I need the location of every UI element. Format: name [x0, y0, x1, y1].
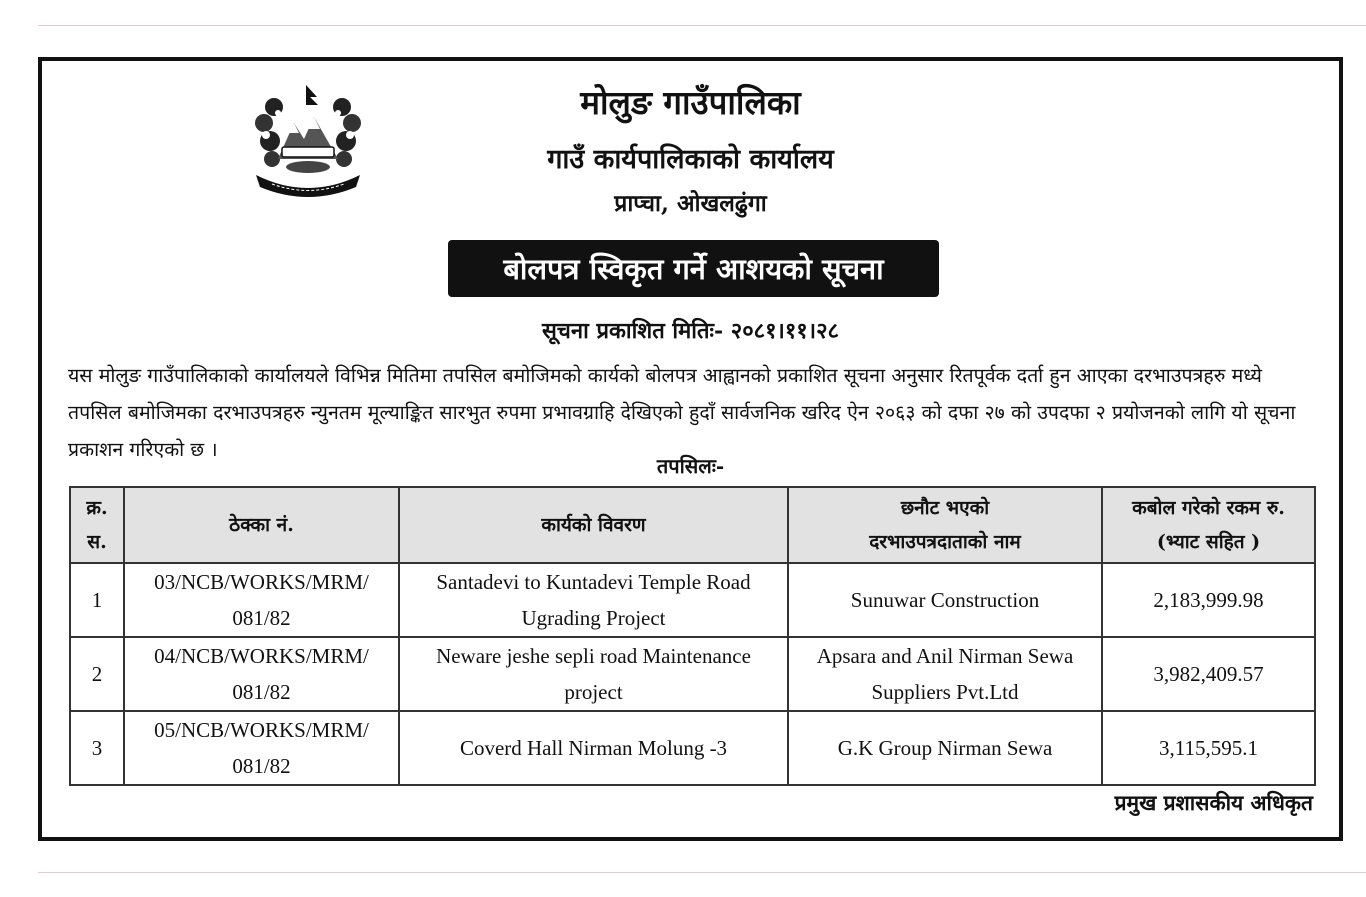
details-heading: तपसिलः-: [656, 454, 725, 478]
row-work-description: Neware jeshe sepli road Maintenance project: [399, 637, 788, 711]
row-work-description: Santadevi to Kuntadevi Temple Road Ugrading Project: [399, 563, 788, 637]
bottom-divider: [38, 872, 1366, 873]
table-row: [70, 563, 1315, 637]
row-contract-number: 05/NCB/WORKS/MRM/ 081/82: [124, 711, 399, 785]
header-bid-amount: कबोल गरेको रकम रु. (भ्याट सहित ): [1102, 487, 1315, 563]
row-contract-number: 03/NCB/WORKS/MRM/ 081/82: [124, 563, 399, 637]
row-bid-amount: 3,982,409.57: [1102, 637, 1315, 711]
table-header-row: [70, 487, 1315, 563]
row-work-description: Coverd Hall Nirman Molung -3: [399, 711, 788, 785]
municipality-name: मोलुङ गाउँपालिका: [580, 83, 801, 122]
row-bidder-name: Sunuwar Construction: [788, 563, 1102, 637]
header-work-description: कार्यको विवरण: [399, 487, 788, 563]
table-row: [70, 711, 1315, 785]
row-bid-amount: 2,183,999.98: [1102, 563, 1315, 637]
office-name: गाउँ कार्यपालिकाको कार्यालय: [547, 144, 834, 175]
row-bidder-name: G.K Group Nirman Sewa: [788, 711, 1102, 785]
notice-body: यस मोलुङ गाउँपालिकाको कार्यालयले विभिन्न मितिमा तपसिल बमोजिमको कार्यको बोलपत्र आह्वानको प्रकाशित सूचना अनुसार रितपूर्वक दर्ता हुन आएका दरभाउपत्रहरु मध्ये तपसिल बमोजिमका दरभाउपत्रहरु न्युनतम मूल्याङ्कित सारभुत रुपमा प्रभावग्राहि देखिएको हुदाँ सार्वजनिक खरिद ऐन २०६३ को दफा २७ को उपदफा २ प्रयोजनको लागि यो सूचना प्रकाशन गरिएको छ ।: [68, 364, 1296, 461]
header-serial-number: क्र. स.: [70, 487, 124, 563]
awarded-bids-table: [69, 486, 1316, 786]
header-contract-number: ठेक्का नं.: [124, 487, 399, 563]
published-date: सूचना प्रकाशित मितिः- २०८१।११।२८: [542, 318, 839, 344]
row-bidder-name: Apsara and Anil Nirman Sewa Suppliers Pvt.Ltd: [788, 637, 1102, 711]
row-serial: 2: [70, 637, 124, 711]
row-serial: 3: [70, 711, 124, 785]
row-bid-amount: 3,115,595.1: [1102, 711, 1315, 785]
row-serial: 1: [70, 563, 124, 637]
table-row: [70, 637, 1315, 711]
header-selected-bidder: छनौट भएको दरभाउपत्रदाताको नाम: [788, 487, 1102, 563]
row-contract-number: 04/NCB/WORKS/MRM/ 081/82: [124, 637, 399, 711]
signatory-title: प्रमुख प्रशासकीय अधिकृत: [1114, 790, 1313, 815]
top-divider: [38, 25, 1366, 26]
office-address: प्राप्चा, ओखलढुंगा: [614, 190, 767, 217]
notice-title-banner: [448, 240, 939, 297]
notice-frame: [38, 57, 1343, 841]
notice-title: बोलपत्र स्विकृत गर्ने आशयको सूचना: [503, 252, 884, 286]
